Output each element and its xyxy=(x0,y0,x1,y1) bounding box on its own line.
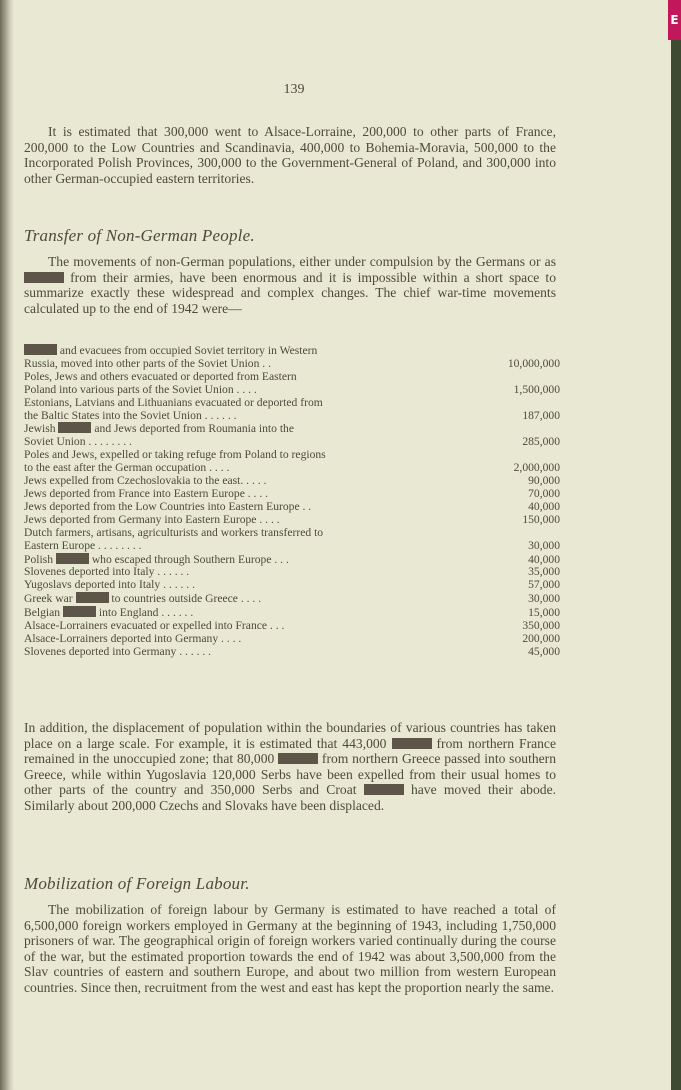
movements-table xyxy=(24,344,560,659)
intro-text: It is estimated that 300,000 went to Alsace-Lorraine, 200,000 to other parts of France, 200,000 to the Low Countries and Scandinavia, 400,000 to Bohemia-Moravia, 500,000 to the Incorporated Polish Provinces, 300,000 to the Government-General of Poland, and 300,000 into other German-occupied eastern territories. xyxy=(24,124,556,186)
movement-row-continued xyxy=(24,410,560,423)
transfer-text-1: The movements of non-German populations, either under compulsion by the Germans or as xyxy=(48,254,556,269)
movement-text: Dutch farmers, artisans, agriculturists and workers transferred to xyxy=(24,525,324,539)
movement-text: who escaped through Southern Europe . . . xyxy=(91,552,289,566)
redaction-mark xyxy=(278,753,318,764)
movement-text: Jews expelled from Czechoslovakia to the east. . . . . xyxy=(24,474,267,488)
corner-tab[interactable]: E xyxy=(668,0,681,40)
movement-text: Polish xyxy=(24,552,53,566)
movement-row xyxy=(24,397,560,410)
page-number: 139 xyxy=(283,82,305,97)
movement-value: 350,000 xyxy=(522,619,560,633)
movement-text: Yugoslavs deported into Italy . . . . . . xyxy=(24,578,195,592)
movement-row xyxy=(24,553,560,567)
movement-text: Jews deported from Germany into Eastern Europe . . . . xyxy=(24,512,280,526)
movement-value: 35,000 xyxy=(528,565,560,579)
document-page xyxy=(24,0,564,995)
redaction-mark xyxy=(364,784,404,795)
movement-value: 45,000 xyxy=(528,644,560,658)
movement-description xyxy=(24,592,484,606)
section-heading-labour: Mobilization of Foreign Labour. xyxy=(24,874,250,893)
movement-value: 40,000 xyxy=(528,552,560,566)
movement-row xyxy=(24,646,560,659)
movement-text: Poles, Jews and others evacuated or deported from Eastern xyxy=(24,369,297,383)
redaction-mark xyxy=(24,272,64,283)
redaction-mark xyxy=(392,738,432,749)
movement-text: to countries outside Greece . . . . xyxy=(111,592,262,606)
movement-description-continued: Eastern Europe . . . . . . . . xyxy=(24,538,142,552)
redaction-mark xyxy=(76,592,109,603)
movement-row xyxy=(24,527,560,540)
addition-text-2: from northern France remained in the unoccupied zone; that 80,000 xyxy=(24,735,556,767)
movement-text: Greek war xyxy=(24,592,73,606)
movement-row xyxy=(24,344,560,358)
movement-row xyxy=(24,579,560,592)
movement-value: 2,000,000 xyxy=(513,461,560,475)
addition-paragraph xyxy=(24,720,556,814)
movement-description xyxy=(24,606,484,620)
movement-value: 57,000 xyxy=(528,578,560,592)
movement-value: 187,000 xyxy=(522,408,560,422)
movement-text: Jews deported from the Low Countries into Eastern Europe . . xyxy=(24,499,312,513)
movement-row xyxy=(24,422,560,436)
section-heading-transfer: Transfer of Non-German People. xyxy=(24,226,255,245)
redaction-mark xyxy=(24,344,57,355)
addition-text-4: have moved their abode. Similarly about 200,000 Czechs and Slovaks have been displaced. xyxy=(24,782,556,813)
intro-paragraph xyxy=(24,124,556,186)
transfer-paragraph xyxy=(24,254,556,316)
movement-description xyxy=(24,553,484,567)
movement-row xyxy=(24,592,560,606)
redaction-mark xyxy=(56,553,89,564)
movement-value: 15,000 xyxy=(528,606,560,620)
movement-text: Estonians, Latvians and Lithuanians evacuated or deported from xyxy=(24,395,323,409)
labour-text: The mobilization of foreign labour by Germany is estimated to have reached a total of 6,500,000 foreign workers employed in Germany at the beginning of 1943, including 1,750,000 prisoners of war. The geographical origin of foreign workers varied continually during the course of the war, but the estimated proportion towards the end of 1942 was about 3,500,000 from the Slav countries of eastern and southern Europe, and about two million from western European countries. Since then, recruitment from the west and east has kept the proportion nearly the same. xyxy=(24,902,556,995)
movement-value: 10,000,000 xyxy=(507,356,560,370)
movement-value: 1,500,000 xyxy=(513,382,560,396)
movement-description xyxy=(24,646,484,659)
movement-description xyxy=(24,371,484,384)
movement-value: 70,000 xyxy=(528,486,560,500)
movement-row-continued xyxy=(24,540,560,553)
movement-value: 200,000 xyxy=(522,631,560,645)
movement-text: Jewish xyxy=(24,422,56,436)
movement-value: 40,000 xyxy=(528,499,560,513)
movement-description-continued: Soviet Union . . . . . . . . xyxy=(24,435,132,449)
movement-value: 30,000 xyxy=(528,592,560,606)
movement-description xyxy=(24,579,484,592)
movement-description-continued: Poland into various parts of the Soviet Union . . . . xyxy=(24,382,257,396)
movement-description xyxy=(24,527,484,540)
movement-text: Alsace-Lorrainers evacuated or expelled into France . . . xyxy=(24,619,285,633)
movement-description xyxy=(24,397,484,410)
movement-value: 285,000 xyxy=(522,435,560,449)
page-binding-shadow xyxy=(0,0,14,1090)
movement-text: Slovenes deported into Germany . . . . . . xyxy=(24,644,212,658)
movement-text: Alsace-Lorrainers deported into Germany . . . . xyxy=(24,631,242,645)
movement-description xyxy=(24,344,484,358)
movement-text: Belgian xyxy=(24,606,61,620)
movement-description xyxy=(24,422,484,436)
labour-paragraph xyxy=(24,902,556,996)
movement-text: Jews deported from France into Eastern Europe . . . . xyxy=(24,486,269,500)
movement-description-continued: to the east after the German occupation . . . . xyxy=(24,461,230,475)
viewer-edge xyxy=(671,0,681,1090)
movement-text: Poles and Jews, expelled or taking refuge from Poland to regions xyxy=(24,448,326,462)
addition-text-3: from northern Greece passed into southern Greece, while within Yugoslavia 120,000 Serbs have been expelled from their usual homes to other parts of the country and 350,000 Serbs and Croat xyxy=(24,751,557,798)
movement-value: 30,000 xyxy=(528,538,560,552)
movement-value: 150,000 xyxy=(522,512,560,526)
movement-description-continued: the Baltic States into the Soviet Union . . . . . . xyxy=(24,408,237,422)
addition-text-1: In addition, the displacement of population within the boundaries of various countries has taken place on a large scale. For example, it is estimated that 443,000 xyxy=(24,720,556,751)
movement-value: 90,000 xyxy=(528,474,560,488)
movement-text: Slovenes deported into Italy . . . . . . xyxy=(24,565,190,579)
redaction-mark xyxy=(58,422,91,433)
redaction-mark xyxy=(63,606,96,617)
movement-text: and Jews deported from Roumania into the xyxy=(94,422,294,436)
movement-row xyxy=(24,606,560,620)
movement-text: and evacuees from occupied Soviet territory in Western xyxy=(59,344,318,357)
movement-text: into England . . . . . . xyxy=(98,606,194,620)
movement-row xyxy=(24,371,560,384)
transfer-text-2: from their armies, have been enormous and it is impossible within a short space to summarize exactly these widespread and complex changes. The chief war-time movements calculated up to the end of 1942 were— xyxy=(24,269,557,316)
movement-description-continued: Russia, moved into other parts of the Soviet Union . . xyxy=(24,356,271,370)
